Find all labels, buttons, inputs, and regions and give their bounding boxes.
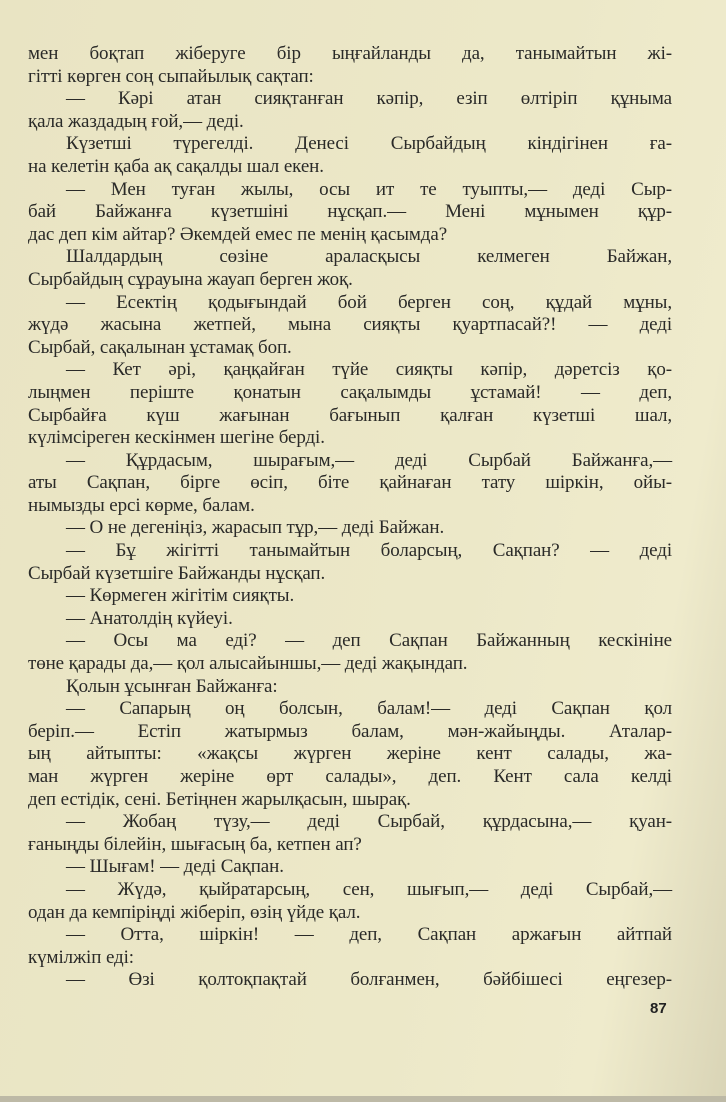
page-number: 87 xyxy=(650,1000,667,1017)
text-line: — Анатолдің күйеуі. xyxy=(66,607,233,629)
text-line: — Сапарың оң болсын, балам!— деді Сақпан қол xyxy=(66,698,672,720)
text-line: бай Байжанға күзетшіні нұсқап.— Мені мұнымен құр- xyxy=(28,201,672,223)
text-line: — Жүдә, қыйратарсың, сен, шығып,— деді Сырбай,— xyxy=(66,878,672,900)
text-line: — Мен туған жылы, осы ит те туыпты,— деді Сыр- xyxy=(66,178,672,200)
text-line: Сырбайға күш жағынан бағынып қалған күзетші шал, xyxy=(28,404,672,426)
text-line: гітті көрген соң сыпайылық сақтап: xyxy=(28,65,314,87)
text-line: — Есектің қодығындай бой берген соң, құдай мұны, xyxy=(66,291,672,313)
text-line: төне қарады да,— қол алысайыншы,— деді жақындап. xyxy=(28,653,468,675)
text-line: беріп.— Естіп жатырмыз балам, мән-жайыңды. Аталар- xyxy=(28,720,672,742)
text-line: ың айтыпты: «жақсы жүрген жеріне кент салады, жа- xyxy=(28,743,672,765)
text-line: — Шығам! — деді Сақпан. xyxy=(66,856,284,878)
text-line: одан да кемпіріңді жіберіп, өзің үйде қал. xyxy=(28,901,361,923)
text-line: Күзетші түрегелді. Денесі Сырбайдың кіндігінен ға- xyxy=(66,133,672,155)
text-line: — Құрдасым, шырағым,— деді Сырбай Байжанға,— xyxy=(66,449,672,471)
text-line: мен боқтап жіберуге бір ыңғайланды да, танымайтын жі- xyxy=(28,43,672,64)
text-line: күмілжіп еді: xyxy=(28,946,134,968)
text-line: жүдә жасына жетпей, мына сияқты қуартпасай?! — деді xyxy=(28,314,672,336)
text-line: — Кәрі атан сияқтанған кәпір, езіп өлтіріп құныма xyxy=(66,88,672,110)
text-line: ман жүрген жеріне өрт салады», деп. Кент сала келді xyxy=(28,766,672,787)
text-line: қала жаздадың ғой,— деді. xyxy=(28,110,244,132)
text-line: аты Сақпан, бірге өсіп, біте қайнаған тату шіркін, ойы- xyxy=(28,472,672,494)
text-line: лыңмен періште қонатын сақалымды ұстамай! — деп, xyxy=(28,381,672,403)
text-line: — Жобаң түзу,— деді Сырбай, құрдасына,— қуан- xyxy=(66,811,672,833)
text-line: — Осы ма еді? — деп Сақпан Байжанның кескініне xyxy=(66,630,672,652)
text-line: — Кет әрі, қаңқайған түйе сияқты кәпір, дәретсіз қо- xyxy=(66,359,672,381)
text-line: Сырбайдың сұрауына жауап берген жоқ. xyxy=(28,268,353,290)
text-line: нымызды ерсі көрме, балам. xyxy=(28,494,255,516)
text-line: Шалдардың сөзіне араласқысы келмеген Байжан, xyxy=(66,246,672,268)
text-line: — Көрмеген жігітім сияқты. xyxy=(66,585,295,607)
page-body-text xyxy=(28,43,672,992)
text-line: ғаныңды білейін, шығасың ба, кетпен ап? xyxy=(28,833,362,855)
text-line: — О не дегеніңіз, жарасып тұр,— деді Байжан. xyxy=(66,517,445,539)
text-line: Сырбай күзетшіге Байжанды нұсқап. xyxy=(28,562,326,584)
text-line: — Өзі қолтоқпақтай болғанмен, бәйбішесі еңгезер- xyxy=(66,969,672,991)
text-line: — Бұ жігітті танымайтын боларсың, Сақпан? — деді xyxy=(66,540,672,562)
text-line: дас деп кім айтар? Әкемдей емес пе менің қасымда? xyxy=(28,223,448,245)
text-line: Сырбай, сақалынан ұстамақ боп. xyxy=(28,336,292,358)
text-line: Қолын ұсынған Байжанға: xyxy=(66,675,278,697)
text-line: деп естідік, сені. Бетіңнен жарылқасын, шырақ. xyxy=(28,788,411,810)
scan-bottom-edge xyxy=(0,1096,726,1102)
text-line: күлімсіреген кескінмен шегіне берді. xyxy=(28,427,325,449)
text-line: на келетін қаба ақ сақалды шал екен. xyxy=(28,155,324,177)
text-line: — Отта, шіркін! — деп, Сақпан аржағын айтпай xyxy=(66,924,672,946)
